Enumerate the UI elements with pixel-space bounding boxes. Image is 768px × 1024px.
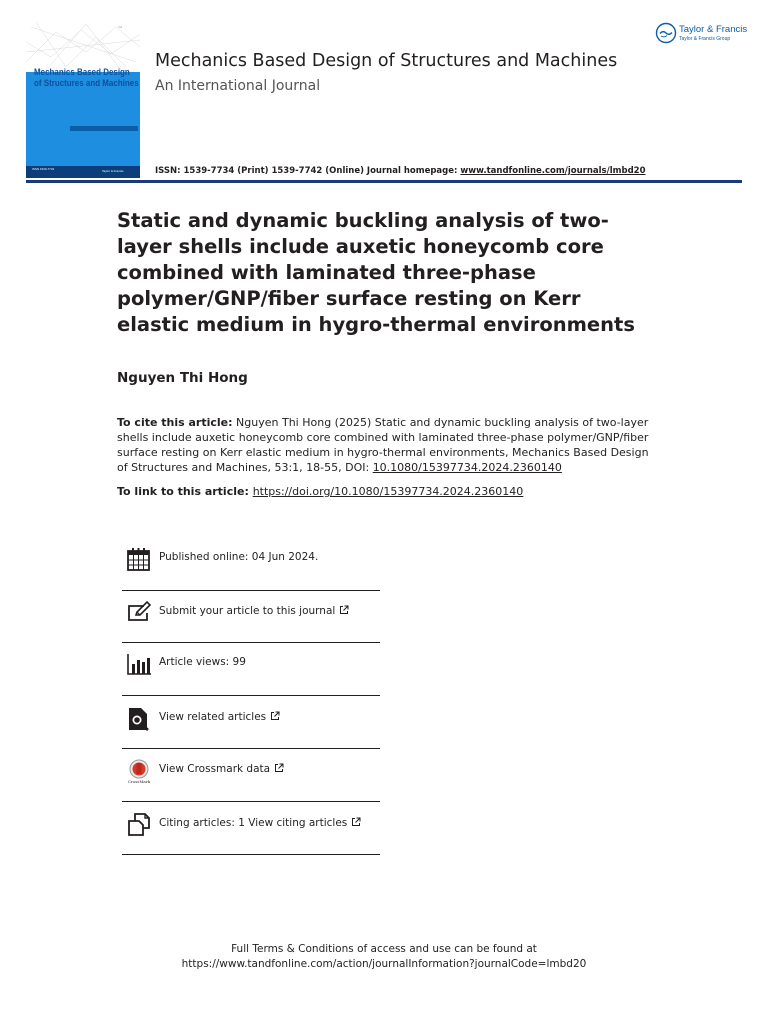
info-label-text: Citing articles: 1 View citing articles [159, 817, 348, 829]
cover-pattern [26, 22, 140, 72]
footer [0, 942, 768, 972]
edit-icon [126, 600, 152, 626]
info-row-related[interactable] [122, 700, 380, 736]
crossmark-icon [126, 758, 152, 784]
citation-doi-link[interactable]: 10.1080/15397734.2024.2360140 [372, 461, 562, 474]
footer-line: Full Terms & Conditions of access and use can be found at [231, 943, 537, 955]
article-link-label: To link to this article: [117, 485, 253, 498]
info-row-published [122, 540, 380, 576]
divider [122, 695, 380, 696]
divider [122, 801, 380, 802]
divider [122, 590, 380, 591]
divider [122, 854, 380, 855]
info-label: Published online: 04 Jun 2024. [159, 551, 319, 563]
info-row-views [122, 645, 380, 681]
citation-label: To cite this article: [117, 416, 233, 429]
header-rule [26, 180, 742, 183]
info-label-text: View Crossmark data [159, 763, 271, 775]
calendar-icon [126, 546, 152, 572]
bar-chart-icon [126, 651, 152, 677]
info-label-text: View related articles [159, 711, 267, 723]
external-link-icon [351, 817, 361, 827]
author-name: Nguyen Thi Hong [117, 370, 248, 386]
info-row-submit[interactable] [122, 594, 380, 630]
external-link-icon [339, 605, 349, 615]
cover-title [34, 67, 139, 89]
search-document-icon [126, 706, 152, 732]
divider [122, 748, 380, 749]
info-label [159, 763, 284, 775]
info-row-crossmark[interactable] [122, 752, 380, 788]
publisher-group: Taylor & Francis Group [679, 36, 731, 42]
cover-publisher: Taylor & Francis [102, 169, 124, 173]
crossmark-caption: CrossMark [127, 779, 151, 784]
issn-line [155, 166, 645, 176]
cover-top [26, 22, 140, 72]
journal-cover[interactable] [26, 22, 140, 178]
cover-issn: ISSN 1539-7734 [32, 167, 55, 171]
external-link-icon [270, 711, 280, 721]
divider [122, 642, 380, 643]
info-row-citing[interactable] [122, 806, 380, 842]
issn-text: ISSN: 1539-7734 (Print) 1539-7742 (Online) Journal homepage: [155, 166, 461, 176]
cover-volume-label: Vol [118, 25, 123, 29]
cover-title-line: of Structures and Machines [34, 78, 139, 89]
article-title: Static and dynamic buckling analysis of two-layer shells include auxetic honeycomb core combined with laminated three-phase polymer/GNP/fiber surface resting on Kerr elastic medium in hygro-thermal environments [117, 209, 635, 336]
citation-text: Nguyen Thi Hong (2025) Static and dynamic buckling analysis of two-layer shells include auxetic honeycomb core combined with laminated three-phase polymer/GNP/fiber surface resting on Kerr elastic medium in hygro-thermal environments, Mechanics Based Design of Structures and Machines, 53:1, 18-55, DOI: [117, 416, 649, 474]
journal-homepage-link[interactable]: www.tandfonline.com/journals/lmbd20 [460, 166, 646, 176]
citation [117, 415, 657, 475]
cover-band [70, 126, 138, 131]
info-label [159, 711, 280, 723]
info-label: Article views: 99 [159, 656, 246, 668]
publisher-logo-icon [655, 22, 677, 44]
publisher-logo[interactable] [655, 22, 748, 44]
article-link [117, 484, 657, 499]
publisher-name: Taylor & Francis [679, 24, 748, 35]
info-label [159, 817, 361, 829]
external-link-icon [274, 763, 284, 773]
citing-articles-icon [126, 812, 152, 838]
article-doi-url[interactable]: https://doi.org/10.1080/15397734.2024.2360140 [252, 485, 524, 498]
footer-terms-link[interactable]: https://www.tandfonline.com/action/journalInformation?journalCode=lmbd20 [181, 958, 587, 970]
journal-subtitle: An International Journal [155, 78, 321, 94]
info-label [159, 605, 349, 617]
journal-title: Mechanics Based Design of Structures and Machines [155, 51, 618, 71]
info-label-text: Submit your article to this journal [159, 605, 336, 617]
cover-title-line: Mechanics Based Design [34, 67, 130, 78]
